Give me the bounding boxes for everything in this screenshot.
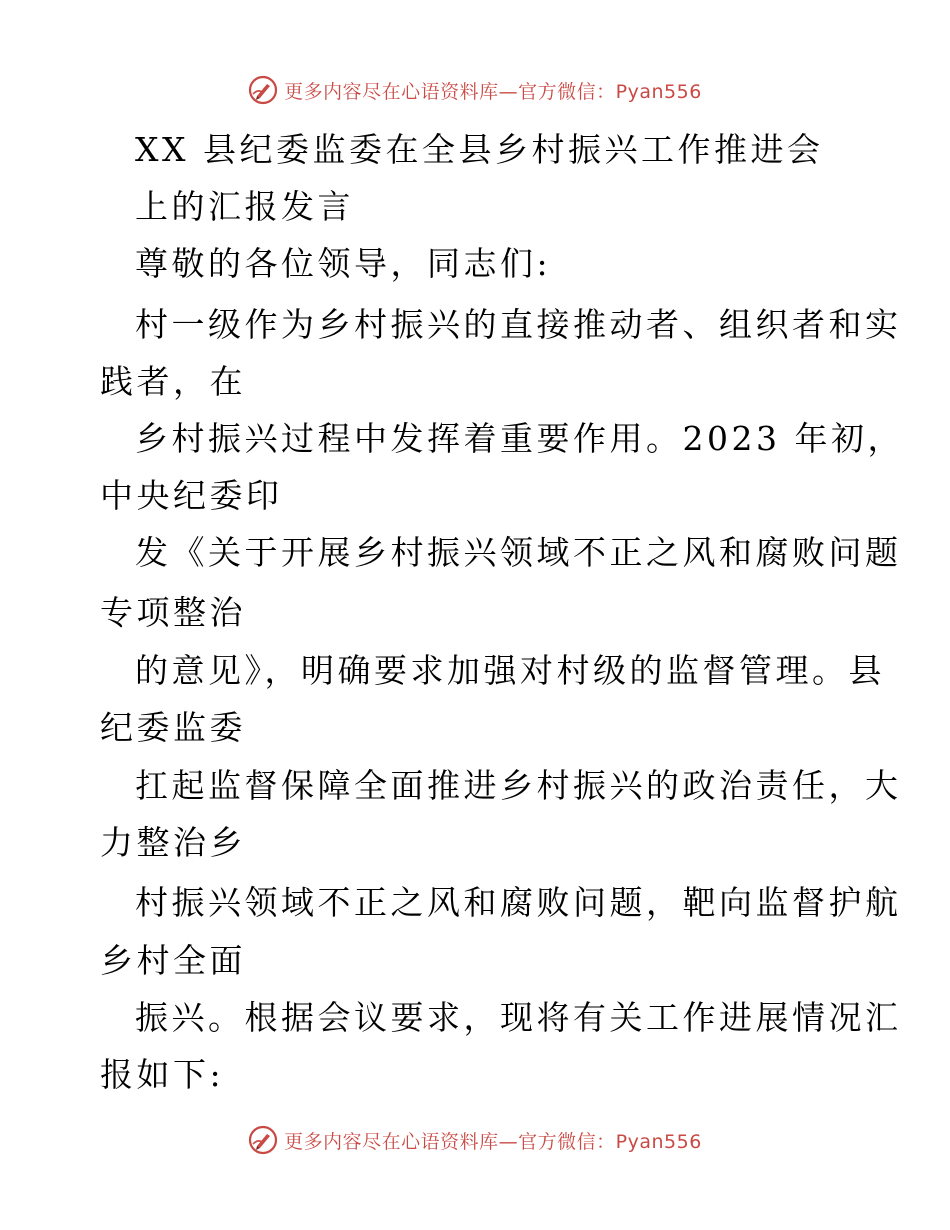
watermark-separator: — xyxy=(498,80,519,103)
paragraph-line: 乡村振兴过程中发挥着重要作用。2023 年初， xyxy=(135,419,904,458)
paragraph-line: 的意见》，明确要求加强对村级的监督管理。县 xyxy=(135,651,885,690)
paragraph-line: 中央纪委印 xyxy=(100,476,283,515)
paragraph-line: 村振兴领域不正之风和腐败问题，靶向监督护航 xyxy=(135,883,902,922)
paragraph-line: 发《关于开展乡村振兴领域不正之风和腐败问题 xyxy=(135,533,902,572)
red-pen-logo-icon xyxy=(248,1125,278,1155)
header-watermark xyxy=(0,70,950,110)
paragraph-line: 专项整治 xyxy=(100,593,246,632)
document-title-line-2: 上的汇报发言 xyxy=(135,187,354,226)
watermark-contact-text: 官方微信：Pyan556 xyxy=(518,1130,702,1153)
paragraph-line: 践者，在 xyxy=(100,362,246,401)
watermark-site-text: 更多内容尽在心语资料库 xyxy=(284,80,499,103)
watermark-separator: — xyxy=(498,1130,519,1153)
paragraph-line: 村一级作为乡村振兴的直接推动者、组织者和实 xyxy=(135,305,902,344)
paragraph-line: 振兴。根据会议要求，现将有关工作进展情况汇 xyxy=(135,998,902,1037)
paragraph-line: 纪委监委 xyxy=(100,708,246,747)
watermark-contact-text: 官方微信：Pyan556 xyxy=(518,80,702,103)
red-pen-logo-icon xyxy=(248,75,278,105)
footer-watermark xyxy=(0,1120,950,1160)
paragraph-line: 报如下: xyxy=(100,1055,225,1094)
document-title-line-1: XX 县纪委监委在全县乡村振兴工作推进会 xyxy=(135,130,824,169)
paragraph-line: 乡村全面 xyxy=(100,941,246,980)
watermark-site-text: 更多内容尽在心语资料库 xyxy=(284,1130,499,1153)
paragraph-line: 扛起监督保障全面推进乡村振兴的政治责任，大 xyxy=(135,766,902,805)
salutation: 尊敬的各位领导，同志们: xyxy=(135,244,552,283)
paragraph-line: 力整治乡 xyxy=(100,823,246,862)
